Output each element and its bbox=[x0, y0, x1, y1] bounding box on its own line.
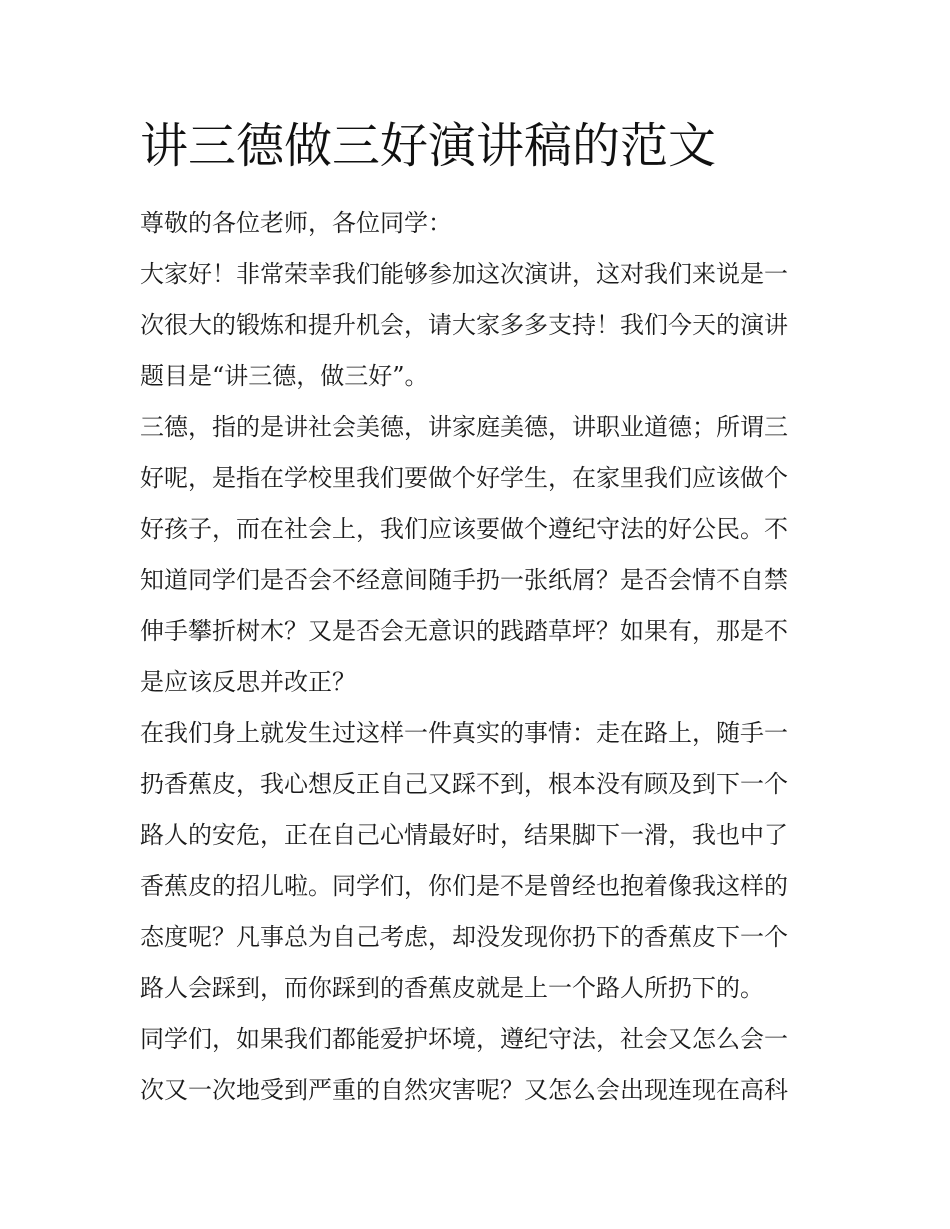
body-line: 在我们身上就发生过这样一件真实的事情：走在路上，随手一 bbox=[140, 719, 788, 747]
document-title: 讲三德做三好演讲稿的范文 bbox=[140, 118, 717, 174]
body-line: 扔香蕉皮，我心想反正自己又踩不到，根本没有顾及到下一个 bbox=[140, 770, 788, 798]
salutation-line: 尊敬的各位老师，各位同学： bbox=[140, 209, 452, 237]
body-line: 知道同学们是否会不经意间随手扔一张纸屑？是否会情不自禁 bbox=[140, 566, 788, 594]
body-line: 好呢，是指在学校里我们要做个好学生，在家里我们应该做个 bbox=[140, 464, 788, 492]
body-line: 同学们，如果我们都能爱护坏境，遵纪守法，社会又怎么会一 bbox=[140, 1025, 788, 1053]
body-line: 伸手攀折树木？又是否会无意识的践踏草坪？如果有，那是不 bbox=[140, 617, 788, 645]
body-line: 态度呢？凡事总为自己考虑，却没发现你扔下的香蕉皮下一个 bbox=[140, 923, 788, 951]
body-line: 路人会踩到，而你踩到的香蕉皮就是上一个路人所扔下的。 bbox=[140, 974, 764, 1002]
body-line: 大家好！非常荣幸我们能够参加这次演讲，这对我们来说是一 bbox=[140, 260, 788, 288]
body-line: 次又一次地受到严重的自然灾害呢？又怎么会出现连现在高科 bbox=[140, 1076, 788, 1104]
body-line: 香蕉皮的招儿啦。同学们，你们是不是曾经也抱着像我这样的 bbox=[140, 872, 788, 900]
body-line: 好孩子，而在社会上，我们应该要做个遵纪守法的好公民。不 bbox=[140, 515, 788, 543]
body-line: 是应该反思并改正？ bbox=[140, 668, 356, 696]
body-line: 题目是“讲三德，做三好”。 bbox=[140, 362, 429, 390]
body-line: 三德，指的是讲社会美德，讲家庭美德，讲职业道德；所谓三 bbox=[140, 413, 788, 441]
body-line: 次很大的锻炼和提升机会，请大家多多支持！我们今天的演讲 bbox=[140, 311, 788, 339]
body-line: 路人的安危，正在自己心情最好时，结果脚下一滑，我也中了 bbox=[140, 821, 788, 849]
